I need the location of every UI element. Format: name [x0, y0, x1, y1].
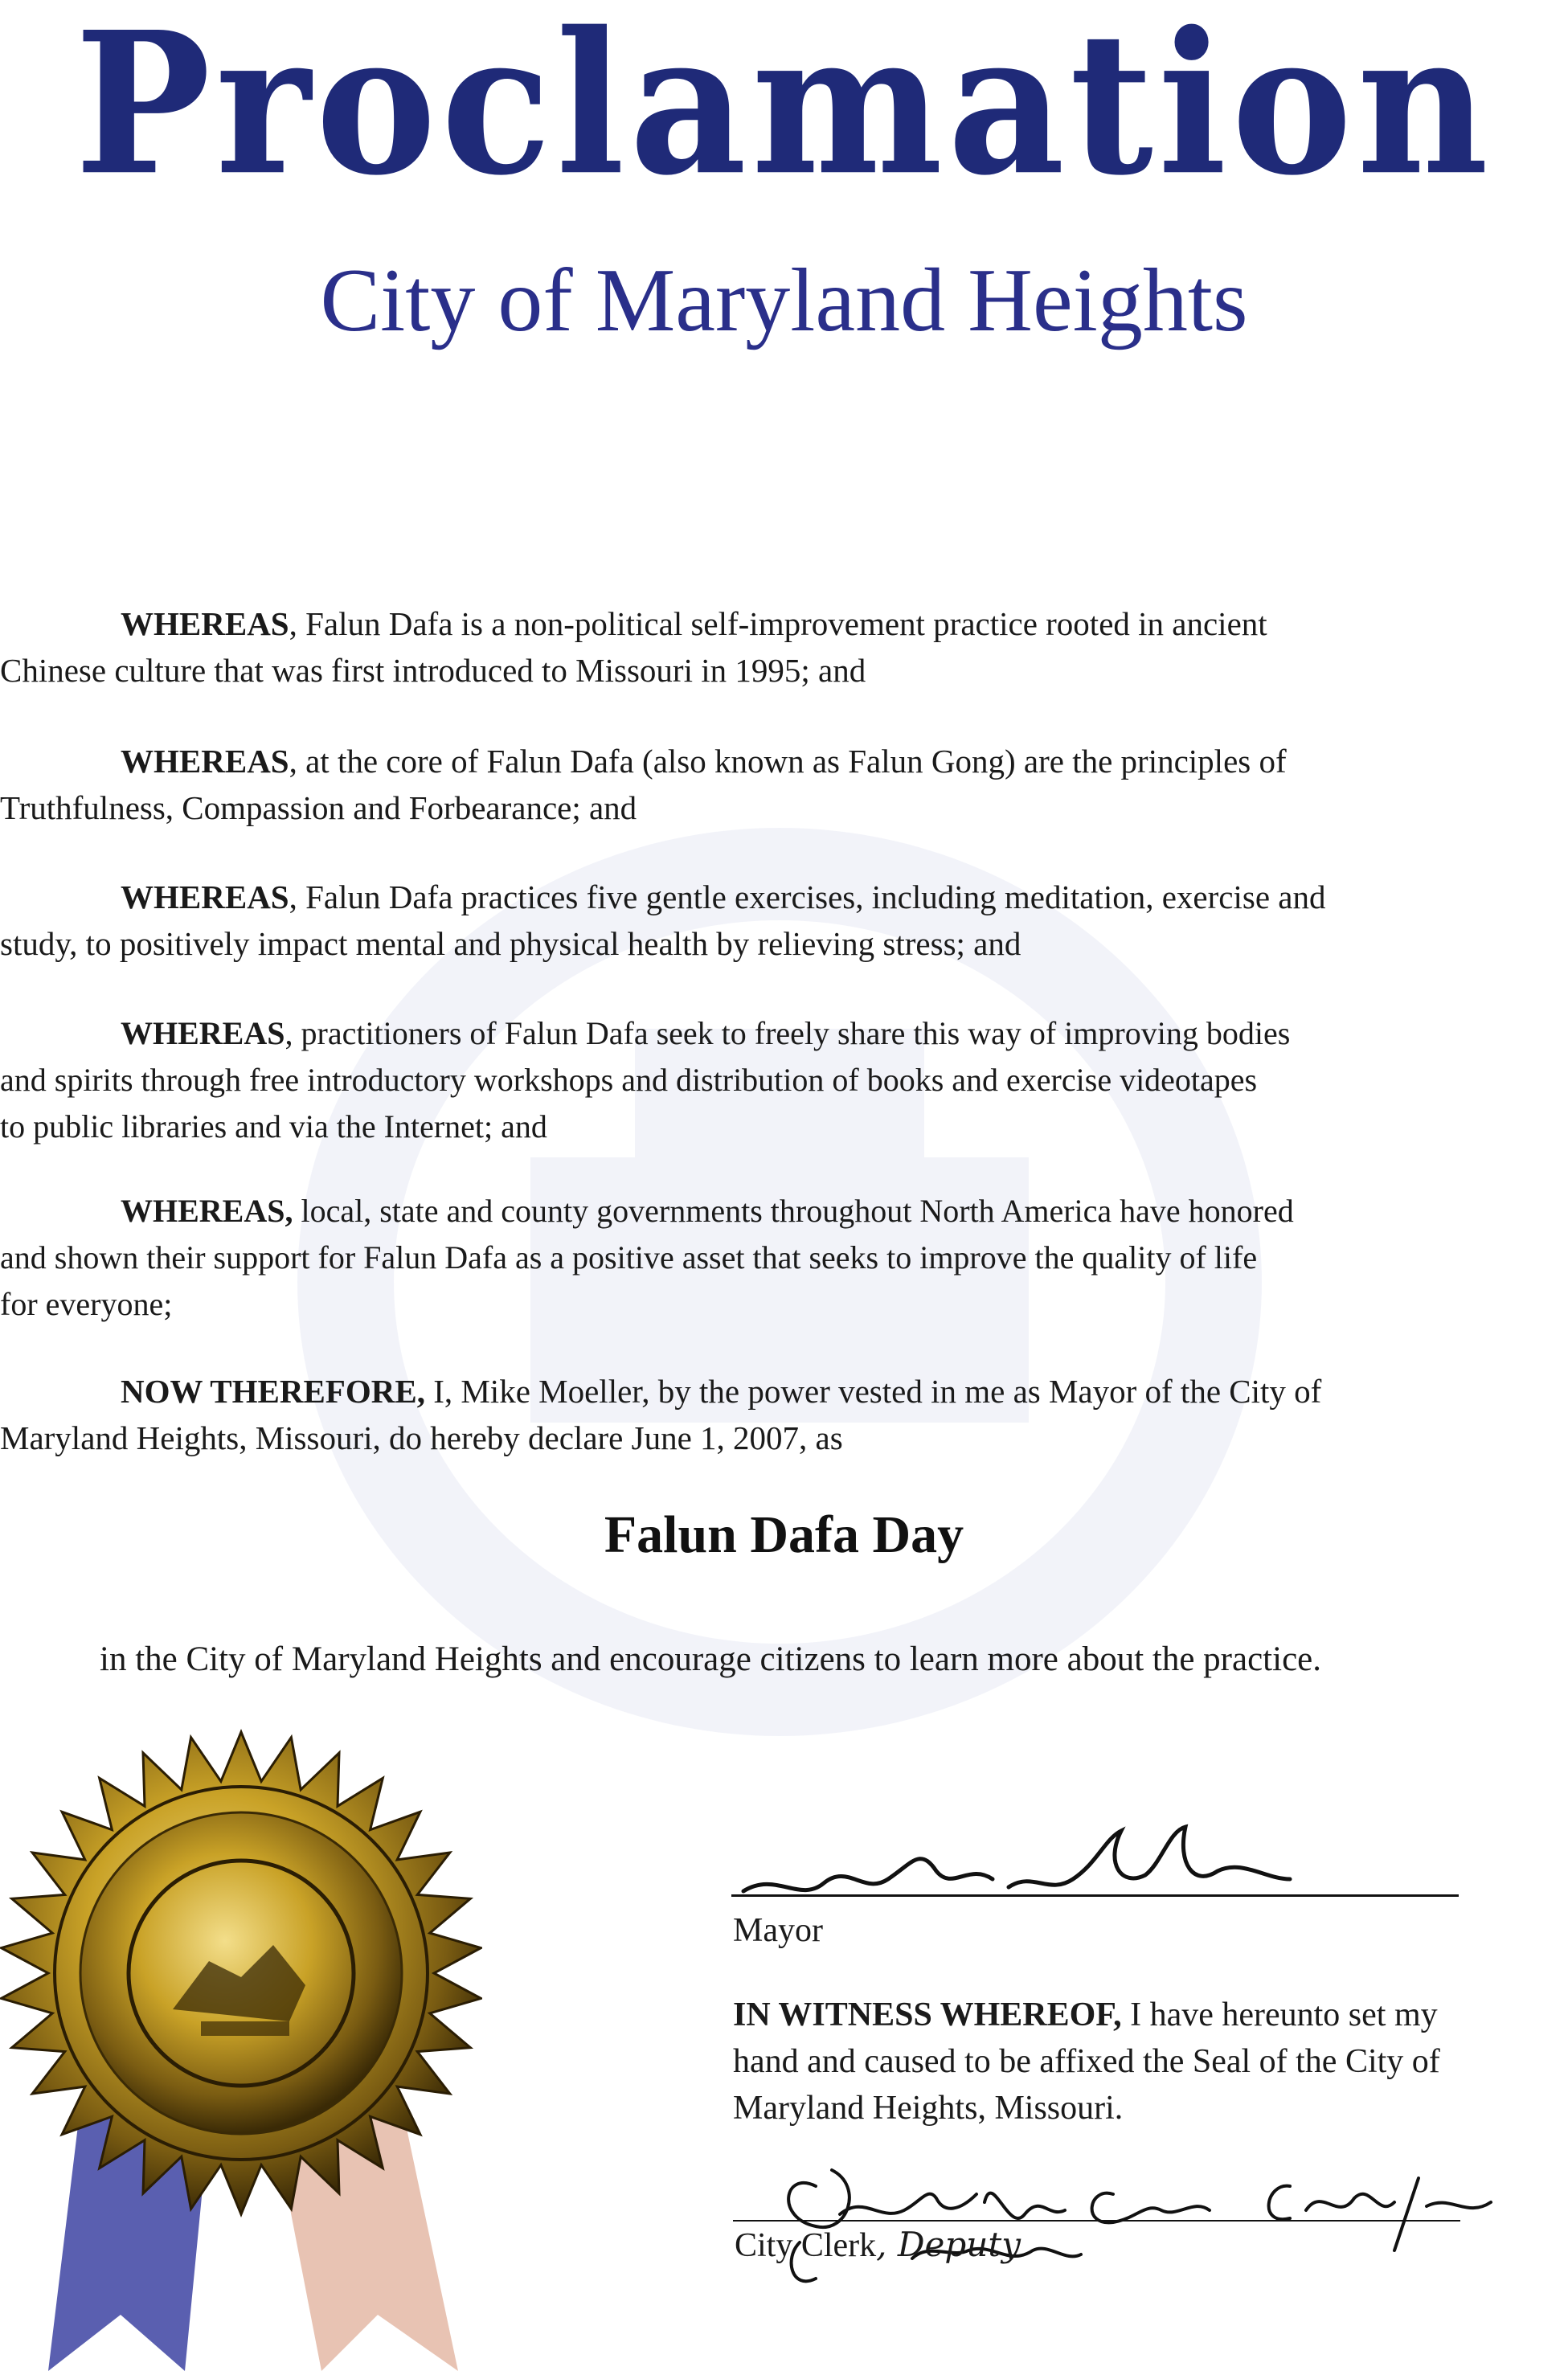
clerk-annotation: , Deputy [876, 2225, 1021, 2264]
clerk-title: City Clerk [735, 2227, 877, 2264]
whereas-lead: WHEREAS [121, 743, 289, 780]
gold-city-seal [0, 1704, 482, 2371]
paragraph-line: , Falun Dafa is a non-political self-improvement practice rooted in ancient [289, 605, 1267, 642]
paragraph-line: and shown their support for Falun Dafa as a positive asset that seeks to improve the quality of life [0, 1239, 1258, 1276]
paragraph-line: for everyone; [0, 1286, 173, 1322]
paragraph-line: hand and caused to be affixed the Seal of the City of [733, 2043, 1440, 2080]
paragraph-line: study, to positively impact mental and physical health by relieving stress; and [0, 925, 1021, 962]
clerk-label [735, 2225, 1021, 2265]
witness-lead: IN WITNESS WHEREOF, [733, 1996, 1122, 2033]
document-title: Proclamation [75, 0, 1493, 219]
whereas-paragraph [0, 738, 1559, 831]
whereas-paragraph [0, 600, 1559, 694]
mayor-signature-line [731, 1894, 1459, 1897]
paragraph-line: I, Mike Moeller, by the power vested in me as Mayor of the City of [424, 1373, 1322, 1410]
whereas-lead: WHEREAS, [121, 1193, 293, 1229]
now-therefore-lead: NOW THEREFORE, [121, 1373, 425, 1410]
clerk-signature [727, 2138, 1531, 2299]
paragraph-line: , practitioners of Falun Dafa seek to freely share this way of improving bodies [285, 1015, 1291, 1051]
city-name-subtitle: City of Maryland Heights [320, 251, 1248, 350]
mayor-signature [727, 1815, 1306, 1919]
whereas-lead: WHEREAS [121, 1015, 285, 1051]
whereas-lead: WHEREAS [121, 605, 289, 642]
whereas-lead: WHEREAS [121, 878, 289, 915]
paragraph-line: , at the core of Falun Dafa (also known as Falun Gong) are the principles of [289, 743, 1287, 780]
paragraph-line: Chinese culture that was first introduced to Missouri in 1995; and [0, 652, 866, 689]
whereas-paragraph [0, 1010, 1559, 1150]
paragraph-line: to public libraries and via the Internet; and [0, 1108, 547, 1145]
paragraph-line: local, state and county governments throughout North America have honored [293, 1193, 1294, 1229]
paragraph-line: Maryland Heights, Missouri. [733, 2090, 1124, 2127]
mayor-label: Mayor [733, 1912, 823, 1949]
declaration-heading: Falun Dafa Day [604, 1505, 964, 1564]
now-therefore-paragraph [0, 1368, 1559, 1461]
paragraph-line: and spirits through free introductory workshops and distribution of books and exercise videotapes [0, 1062, 1258, 1098]
paragraph-line: Truthfulness, Compassion and Forbearance; and [0, 789, 637, 826]
whereas-paragraph [0, 874, 1559, 967]
closing-line: in the City of Maryland Heights and encourage citizens to learn more about the practice. [100, 1640, 1321, 1678]
clerk-signature-line [733, 2220, 1460, 2222]
paragraph-line: Maryland Heights, Missouri, do hereby declare June 1, 2007, as [0, 1419, 843, 1456]
paragraph-line: , Falun Dafa practices five gentle exercises, including meditation, exercise and [289, 878, 1326, 915]
paragraph-line: I have hereunto set my [1121, 1996, 1438, 2033]
witness-paragraph [733, 1992, 1568, 2131]
whereas-paragraph [0, 1188, 1559, 1328]
